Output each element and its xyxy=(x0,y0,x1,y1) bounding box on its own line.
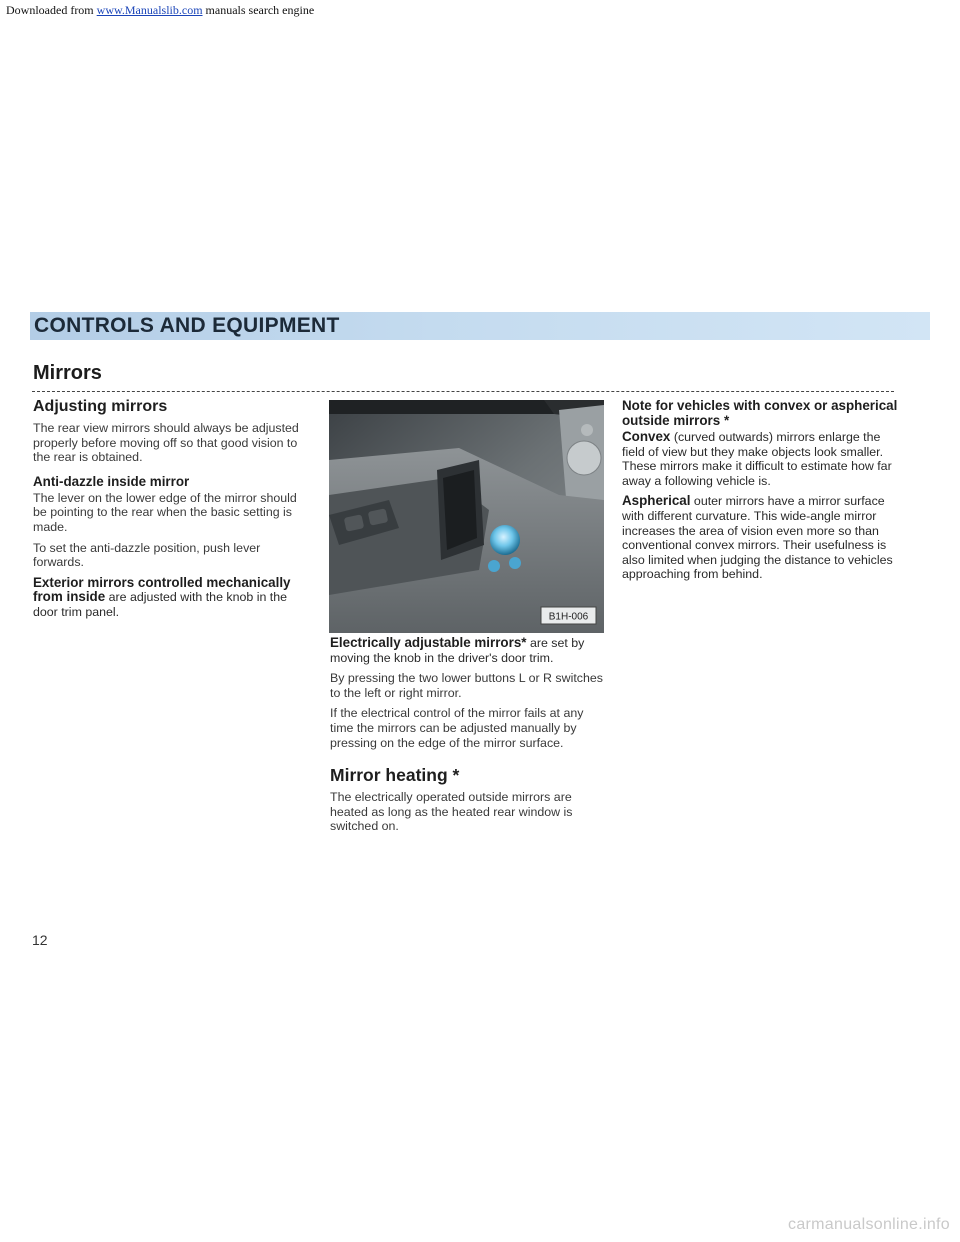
paragraph-buttons: By pressing the two lower buttons L or R switches to the left or right mirror. xyxy=(330,671,603,700)
paragraph-anti-dazzle-1: The lever on the lower edge of the mirror should be pointing to the rear when the basic setting is made. xyxy=(33,490,297,534)
paragraph-adjusting: The rear view mirrors should always be adjusted properly before moving off so that good vision to the rear is obtained. xyxy=(33,421,299,465)
door-trim-photo xyxy=(329,400,604,633)
column-right xyxy=(622,398,898,588)
paragraph-exterior xyxy=(33,576,311,620)
heading-note-convex: Note for vehicles with convex or aspherical outside mirrors * xyxy=(622,398,898,428)
page-title: Mirrors xyxy=(33,362,102,384)
text-electric: are set by moving the knob in the driver's door trim. xyxy=(330,636,585,665)
figure-code: B1H-006 xyxy=(548,611,589,623)
door-trim-illustration xyxy=(329,400,604,633)
page-number: 12 xyxy=(32,932,48,948)
heading-anti-dazzle: Anti-dazzle inside mirror xyxy=(33,473,190,489)
footer-watermark: carmanualsonline.info xyxy=(788,1216,950,1233)
download-header-prefix: Downloaded from xyxy=(6,3,97,17)
paragraph-fail: If the electrical control of the mirror fails at any time the mirrors can be adjusted manually by pressing on the edge of the mirror surface. xyxy=(330,706,584,750)
manualslib-link[interactable]: www.Manualslib.com xyxy=(96,3,203,17)
text-aspherical: outer mirrors have a mirror surface with different curvature. This wide-angle mirror increases the area of vision even more so than conventional convex mirrors. Their usefulness is also limited when judging the distance to vehicles approaching from behind. xyxy=(622,494,893,582)
paragraph-electric xyxy=(330,636,604,665)
title-divider xyxy=(32,391,894,392)
lead-electric: Electrically adjustable mirrors* xyxy=(330,635,527,650)
column-middle xyxy=(330,636,604,840)
paragraph-anti-dazzle-2: To set the anti-dazzle position, push lever forwards. xyxy=(33,540,261,570)
heading-mirror-heating: Mirror heating * xyxy=(330,765,460,786)
lead-exterior: Exterior mirrors controlled mechanically from inside xyxy=(33,574,291,605)
lead-convex: Convex xyxy=(622,429,671,444)
text-convex: (curved outwards) mirrors enlarge the field of view but they make objects look smaller. These mirrors make it difficult to estimate how far away a following vehicle is. xyxy=(622,430,892,488)
paragraph-convex xyxy=(622,430,898,488)
heading-adjusting-mirrors: Adjusting mirrors xyxy=(33,398,168,415)
lead-aspherical: Aspherical xyxy=(622,493,691,509)
download-header-suffix: manuals search engine xyxy=(202,3,315,17)
download-header xyxy=(6,3,314,18)
section-banner xyxy=(30,312,930,340)
paragraph-aspherical xyxy=(622,494,898,582)
column-left xyxy=(33,398,311,626)
section-title: CONTROLS AND EQUIPMENT xyxy=(34,314,340,337)
text-exterior: are adjusted with the knob in the door trim panel. xyxy=(33,590,288,619)
paragraph-heating: The electrically operated outside mirrors are heated as long as the heated rear window is switched on. xyxy=(330,790,573,834)
